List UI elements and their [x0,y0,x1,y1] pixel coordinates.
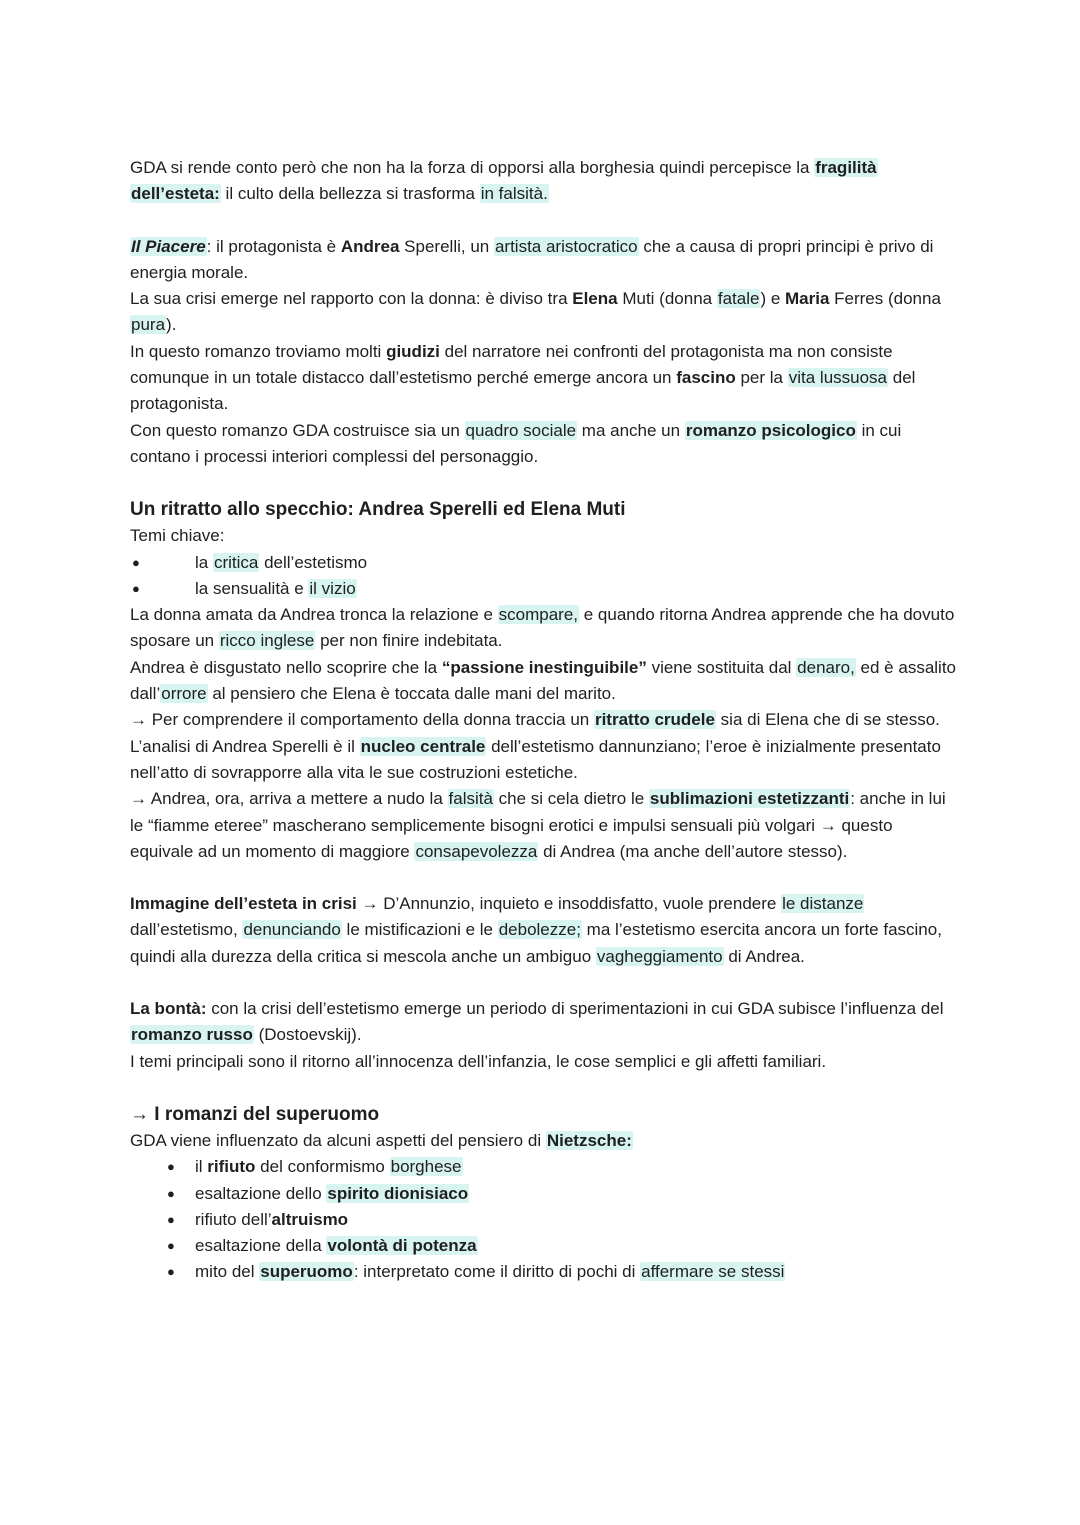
paragraph-falsita: → Andrea, ora, arriva a mettere a nudo la falsità che si cela dietro le sublimazioni estetizzanti: anche in lui le “fiamme eteree” mascherano semplicemente bisogni erotici e impulsi sensuali più volgari → questo equivale ad un momento di maggiore consapevolezza di Andrea (ma anche dell’autore stesso). [130,789,946,861]
list-item: ● la sensualità e il vizio [130,576,960,602]
paragraph-giudizi: In questo romanzo troviamo molti giudizi del narratore nei confronti del protagonista ma non consiste comunque in un totale distacco dall’estetismo perché emerge ancora un fascino per la vita lussuosa del protagonista. [130,341,916,414]
list-item: ● esaltazione della volontà di potenza [130,1233,960,1259]
nietzsche-list [130,1154,960,1285]
paragraph-nietzsche: GDA viene influenzato da alcuni aspetti del pensiero di Nietzsche: [130,1130,632,1150]
list-item: ● esaltazione dello spirito dionisiaco [130,1181,960,1207]
list-item: ● mito del superuomo: interpretato come il diritto di pochi di affermare se stessi [130,1259,960,1285]
notes-page [130,155,960,1286]
paragraph-disgustato: Andrea è disgustato nello scoprire che la “passione inestinguibile” viene sostituita dal denaro, ed è assalito dall’orrore al pensiero che Elena è toccata dalle mani del marito. [130,657,957,704]
list-item: ● la critica dell’estetismo [130,550,960,576]
paragraph-ritratto-crudele: → Per comprendere il comportamento della donna traccia un ritratto crudele sia di Elena che di se stesso. [130,710,940,730]
paragraph-bonta: La bontà: con la crisi dell’estetismo emerge un periodo di sperimentazioni in cui GDA subisce l’influenza del romanzo russo (Dostoevskij). [130,999,944,1045]
paragraph-il-piacere: Il Piacere: il protagonista è Andrea Sperelli, un artista aristocratico che a causa di propri principi è privo di energia morale. [130,236,934,282]
paragraph-temi-principali: I temi principali sono il ritorno all’innocenza dell’infanzia, le cose semplici e gli affetti familiari. [130,1051,827,1071]
paragraph-fragilita: GDA si rende conto però che non ha la forza di opporsi alla borghesia quindi percepisce la fragilità dell’esteta: il culto della bellezza si trasforma in falsità. [130,158,877,204]
paragraph-nucleo-centrale: L’analisi di Andrea Sperelli è il nucleo centrale dell’estetismo dannunziano; l’eroe è inizialmente presentato nell’atto di sovrapporre alla vita le sue costruzioni estetiche. [130,736,941,782]
temi-chiave-label: Temi chiave: [130,526,225,546]
list-item: ● rifiuto dell’altruismo [130,1207,960,1233]
section-heading-ritratto: Un ritratto allo specchio: Andrea Sperelli ed Elena Muti [130,499,626,521]
title-il-piacere: Il Piacere [131,236,206,256]
paragraph-crisi: La sua crisi emerge nel rapporto con la donna: è diviso tra Elena Muti (donna fatale) e Maria Ferres (donna pura). [130,289,941,335]
paragraph-quadro-sociale: Con questo romanzo GDA costruisce sia un quadro sociale ma anche un romanzo psicologico in cui contano i processi interiori complessi del personaggio. [130,420,902,466]
section-heading-superuomo: → I romanzi del superuomo [130,1103,380,1125]
list-item: ● il rifiuto del conformismo borghese [130,1154,960,1180]
paragraph-esteta-in-crisi: Immagine dell’esteta in crisi → D’Annunzio, inquieto e insoddisfatto, vuole prendere le distanze dall’estetismo, denunciando le mistificazioni e le debolezze; ma l’estetismo esercita ancora un forte fascino, quindi alla durezza della critica si mescola anche un ambiguo vagheggiamento di Andrea. [130,894,942,966]
temi-chiave-list [130,550,960,603]
paragraph-scompare: La donna amata da Andrea tronca la relazione e scompare, e quando ritorna Andrea apprende che ha dovuto sposare un ricco inglese per non finire indebitata. [130,605,955,651]
